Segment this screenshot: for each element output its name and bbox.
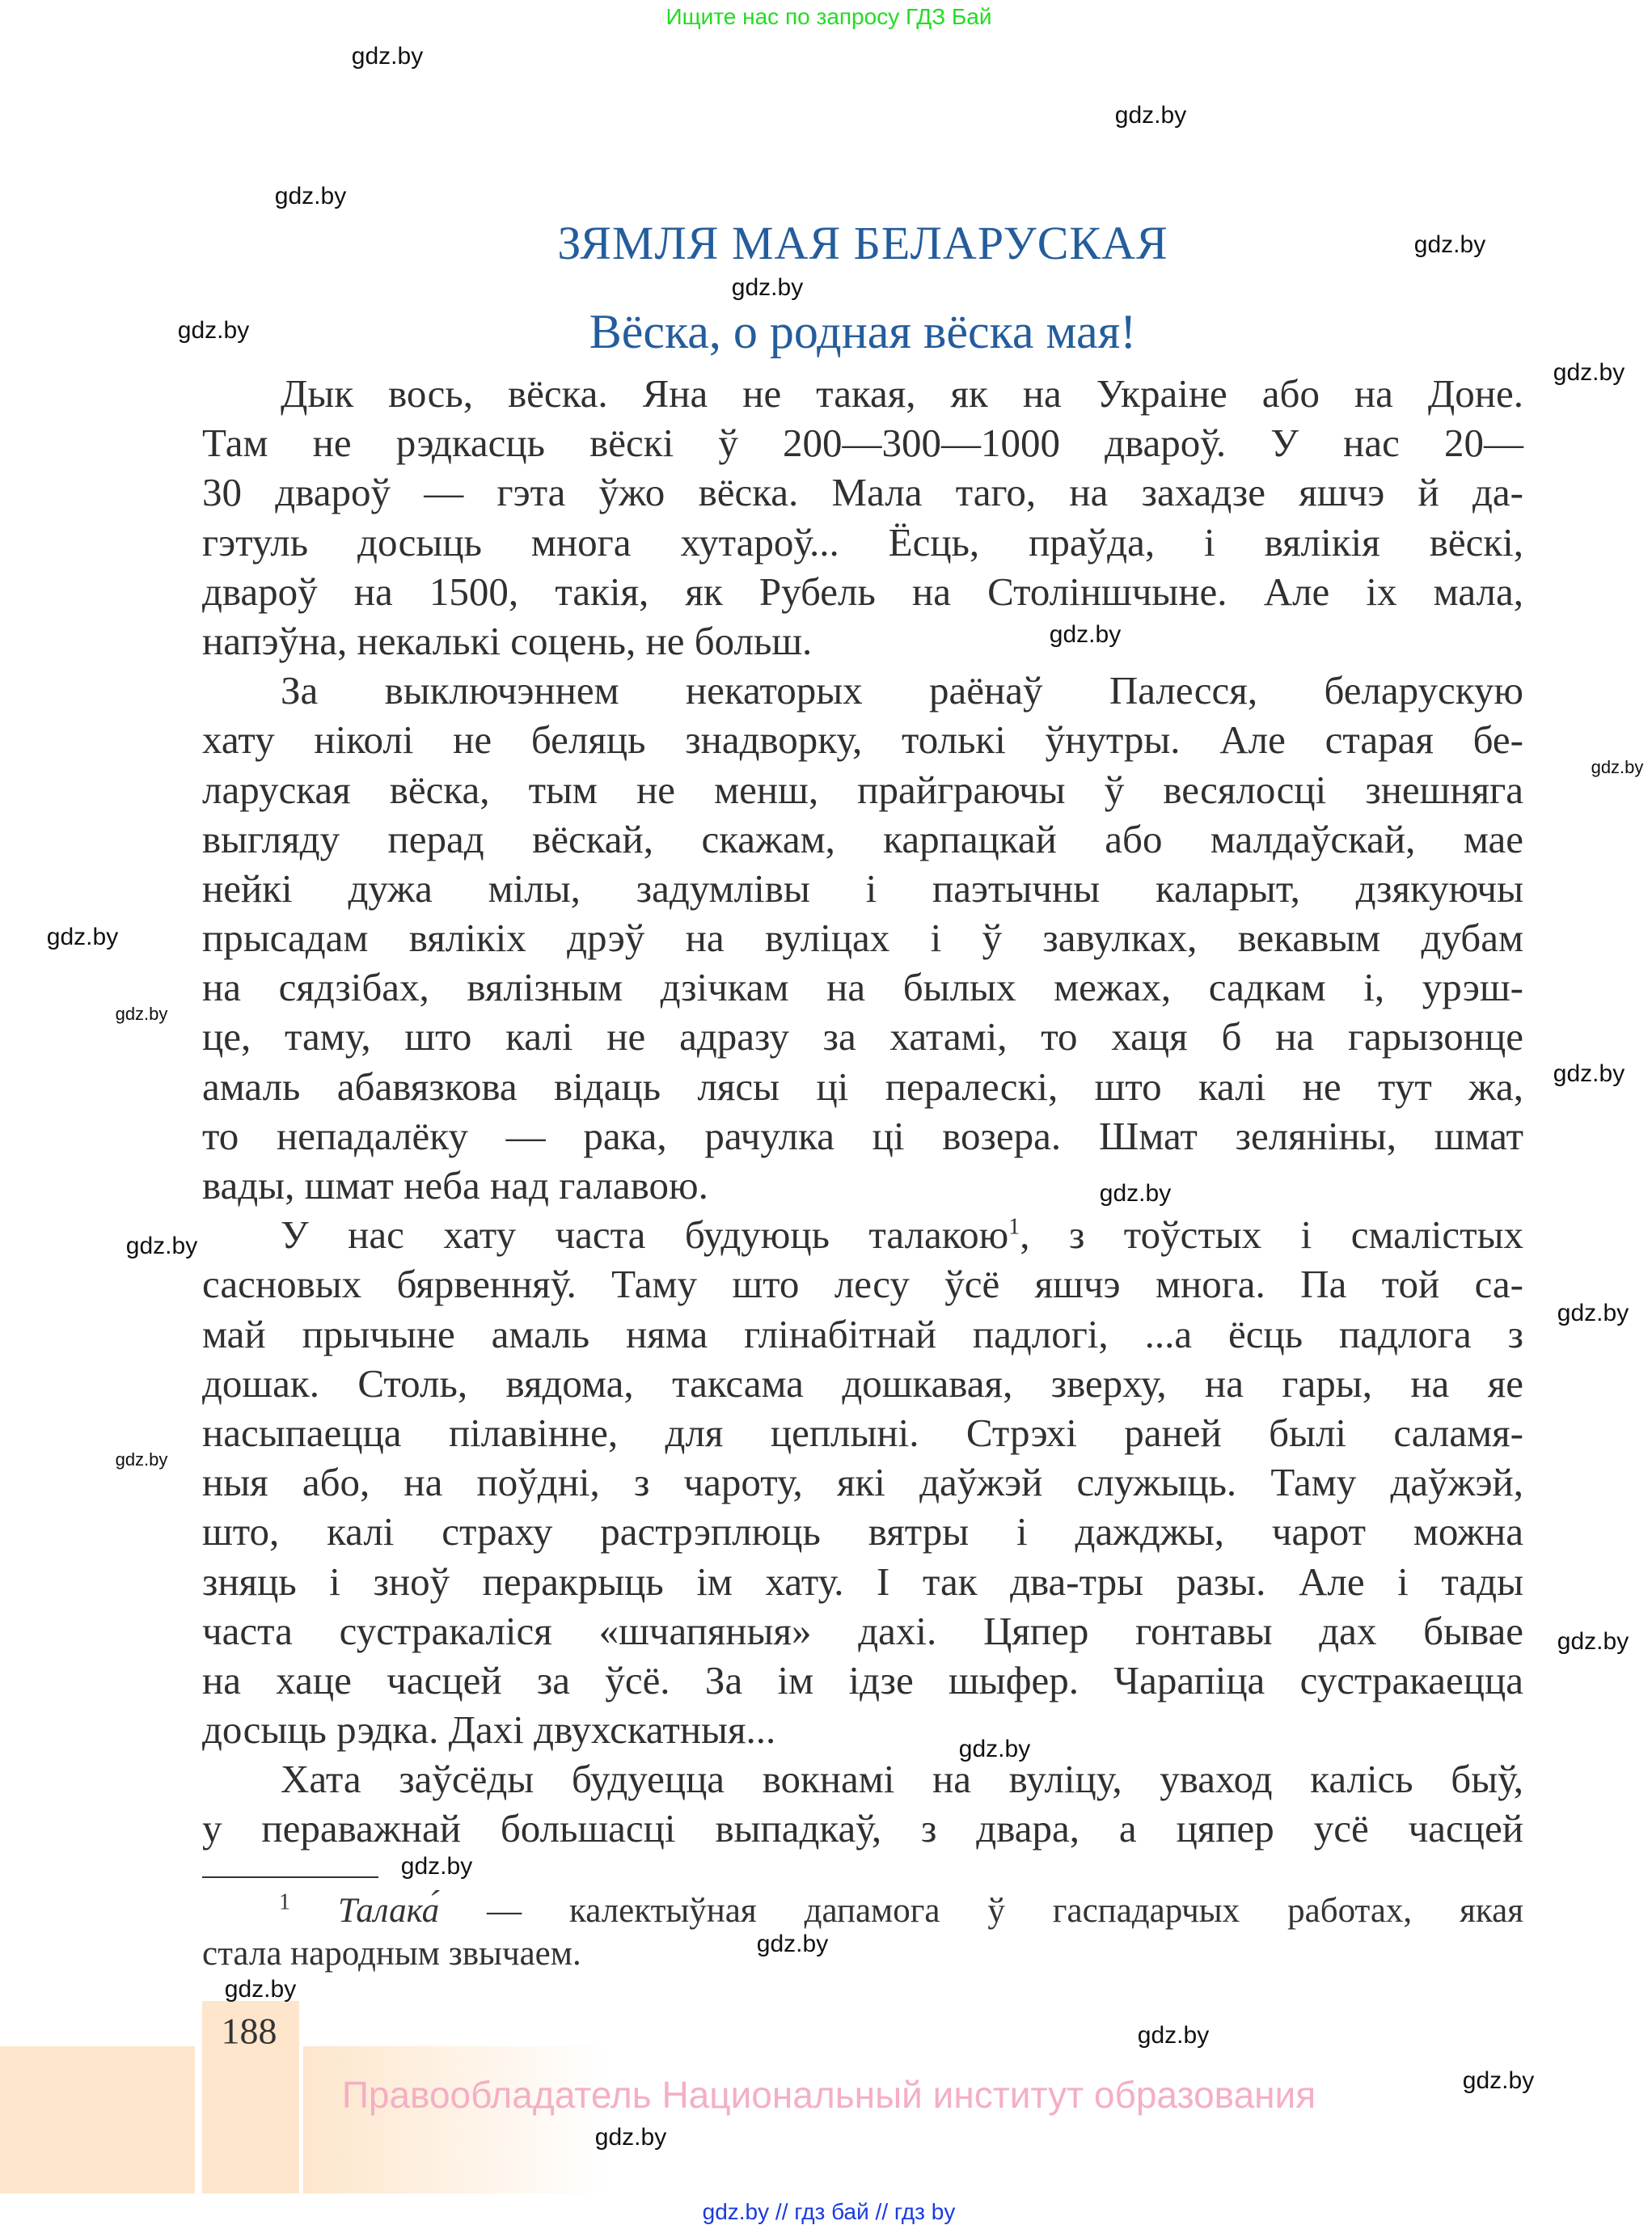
text-line: вады, шмат неба над галавою. <box>202 1163 708 1208</box>
watermark: gdz.by <box>1591 757 1644 777</box>
text-line: што, калі страху растрэплюць вятры і дажджы, чарот можна <box>202 1509 1523 1555</box>
watermark: gdz.by <box>1413 231 1486 258</box>
watermark: gdz.by <box>351 43 424 70</box>
text-line <box>202 1210 1523 1259</box>
text-line: амаль абавязкова відаць лясы ці пералескі, што калі не тут жа, <box>202 1064 1523 1109</box>
text-line: прысадам вялікіх дрэў на вуліцах і ў завулках, векавым дубам <box>202 916 1523 961</box>
text-line: Там не рэдкасць вёскі ў 200—300—1000 двароў. У нас 20— <box>202 421 1523 466</box>
text-segment: У нас хату часта будуюць талакою <box>281 1212 1009 1258</box>
text-line: то непадалёку — рака, рачулка ці возера. Шмат зеляніны, шмат <box>202 1113 1523 1158</box>
text-line: За выключэннем некаторых раёнаў Палесся, беларускую <box>281 668 1523 713</box>
watermark: gdz.by <box>46 924 119 950</box>
text-line: Дык вось, вёска. Яна не такая, як на Украіне або на Доне. <box>281 371 1523 416</box>
watermark: gdz.by <box>756 1931 829 1957</box>
text-line: напэўна, некалькі соцень, не больш. <box>202 618 813 663</box>
watermark: gdz.by <box>1049 621 1122 648</box>
paragraph <box>202 666 1523 1210</box>
text-line: май прычыне амаль няма глінабітнай падлогі, ...а ёсць падлога з <box>202 1311 1523 1356</box>
body-text <box>202 369 1523 1854</box>
copyright-notice: Правообладатель Национальный институт образования <box>341 2074 1316 2116</box>
watermark: gdz.by <box>1553 359 1625 386</box>
footnote-mark: 1 <box>279 1889 290 1915</box>
watermark: gdz.by <box>1557 1300 1629 1326</box>
watermark: gdz.by <box>400 1853 473 1880</box>
watermark: gdz.by <box>1137 2022 1210 2049</box>
footnote-line: стала народным звычаем. <box>202 1935 581 1973</box>
text-line: 30 двароў — гэта ўжо вёска. Мала таго, на захадзе яшчэ й да- <box>202 470 1523 515</box>
watermark: gdz.by <box>958 1736 1031 1762</box>
text-line: досыць рэдка. Дахі двухскатныя... <box>202 1707 776 1753</box>
text-line: нейкі дужа мілы, задумлівы і паэтычны каларыт, дзякуючы <box>202 865 1523 911</box>
text-line: на сядзібах, вялізным дзічкам на былых межах, садкам і, урэш- <box>202 965 1523 1010</box>
section-title: Вёска, о родная вёска мая! <box>589 305 1137 358</box>
watermark: gdz.by <box>1557 1628 1629 1655</box>
decorative-band-gradient <box>303 2046 611 2193</box>
text-line: на хаце часцей за ўсё. За ім ідзе шыфер. Чарапіца сустракаецца <box>202 1657 1523 1703</box>
text-line: Хата заўсёды будуецца вокнамі на вуліцу, уваход калісь быў, <box>281 1757 1523 1802</box>
text-line: выгляду перад вёскай, скажам, карпацкай або малдаўскай, мае <box>202 816 1523 861</box>
watermark: gdz.by <box>594 2124 667 2151</box>
text-line: ныя або, на поўдні, з чароту, які даўжэй служыць. Таму даўжэй, <box>202 1460 1523 1505</box>
text-line: часта сустракаліся «шчапяныя» дахі. Цяпер гонтавы дах бывае <box>202 1608 1523 1653</box>
paragraph <box>202 369 1523 666</box>
watermark: gdz.by <box>1462 2067 1535 2094</box>
watermark: gdz.by <box>125 1233 198 1259</box>
watermark: gdz.by <box>115 1004 168 1024</box>
bottom-links[interactable]: gdz.by // гдз бай // гдз by <box>702 2199 956 2224</box>
text-line: у пераважнай большасці выпадкаў, з двара, а цяпер усё часцей <box>202 1806 1523 1851</box>
page-number: 188 <box>221 2010 277 2052</box>
text-line: ларуская вёска, тым не менш, прайграючы ў весялосці знешняга <box>202 767 1523 812</box>
paragraph <box>202 1210 1523 1754</box>
text-segment: , з тоўстых і смалістых <box>1020 1212 1523 1258</box>
text-line: насыпаецца пілавінне, для цеплыні. Стрэхі раней былі саламя- <box>202 1410 1523 1455</box>
decorative-band-left <box>0 2046 195 2193</box>
footnote-line <box>202 1889 1523 1932</box>
watermark: gdz.by <box>1114 102 1187 129</box>
text-line: гэтуль досыць многа хутароў... Ёсць, праўда, і вялікія вёскі, <box>202 519 1523 565</box>
watermark: gdz.by <box>177 317 250 344</box>
top-search-banner[interactable]: Ищите нас по запросу ГДЗ Бай <box>665 4 992 29</box>
text-line: дошак. Столь, вядома, таксама дошкавая, зверху, на гары, на яе <box>202 1360 1523 1406</box>
footnote-divider <box>202 1876 378 1878</box>
watermark: gdz.by <box>274 183 347 209</box>
chapter-title: ЗЯМЛЯ МАЯ БЕЛАРУСКАЯ <box>557 217 1168 269</box>
watermark: gdz.by <box>115 1449 168 1470</box>
text-line: двароў на 1500, такія, як Рубель на Століншчыне. Але іх мала, <box>202 569 1523 614</box>
watermark: gdz.by <box>1099 1180 1172 1207</box>
text-line: хату ніколі не беляць знадворку, толькі ўнутры. Але старая бе- <box>202 717 1523 763</box>
footnote-term: Талака́ <box>337 1892 440 1930</box>
text-line: сасновых бярвенняў. Таму што лесу ўсё яшчэ многа. Па той са- <box>202 1262 1523 1307</box>
watermark: gdz.by <box>1553 1060 1625 1087</box>
text-line: це, таму, што калі не адразу за хатамі, то хаця б на гарызонце <box>202 1014 1523 1060</box>
footnote <box>202 1889 1523 1975</box>
paragraph <box>202 1754 1523 1853</box>
footnote-reference[interactable]: 1 <box>1008 1214 1020 1240</box>
text-line: зняць і зноў перакрыць ім хату. І так два-тры разы. Але і тады <box>202 1559 1523 1604</box>
watermark: gdz.by <box>731 274 804 301</box>
footnote-definition: — калектыўная дапамога ў гаспадарчых работах, якая <box>439 1892 1523 1930</box>
watermark: gdz.by <box>224 1976 297 2003</box>
